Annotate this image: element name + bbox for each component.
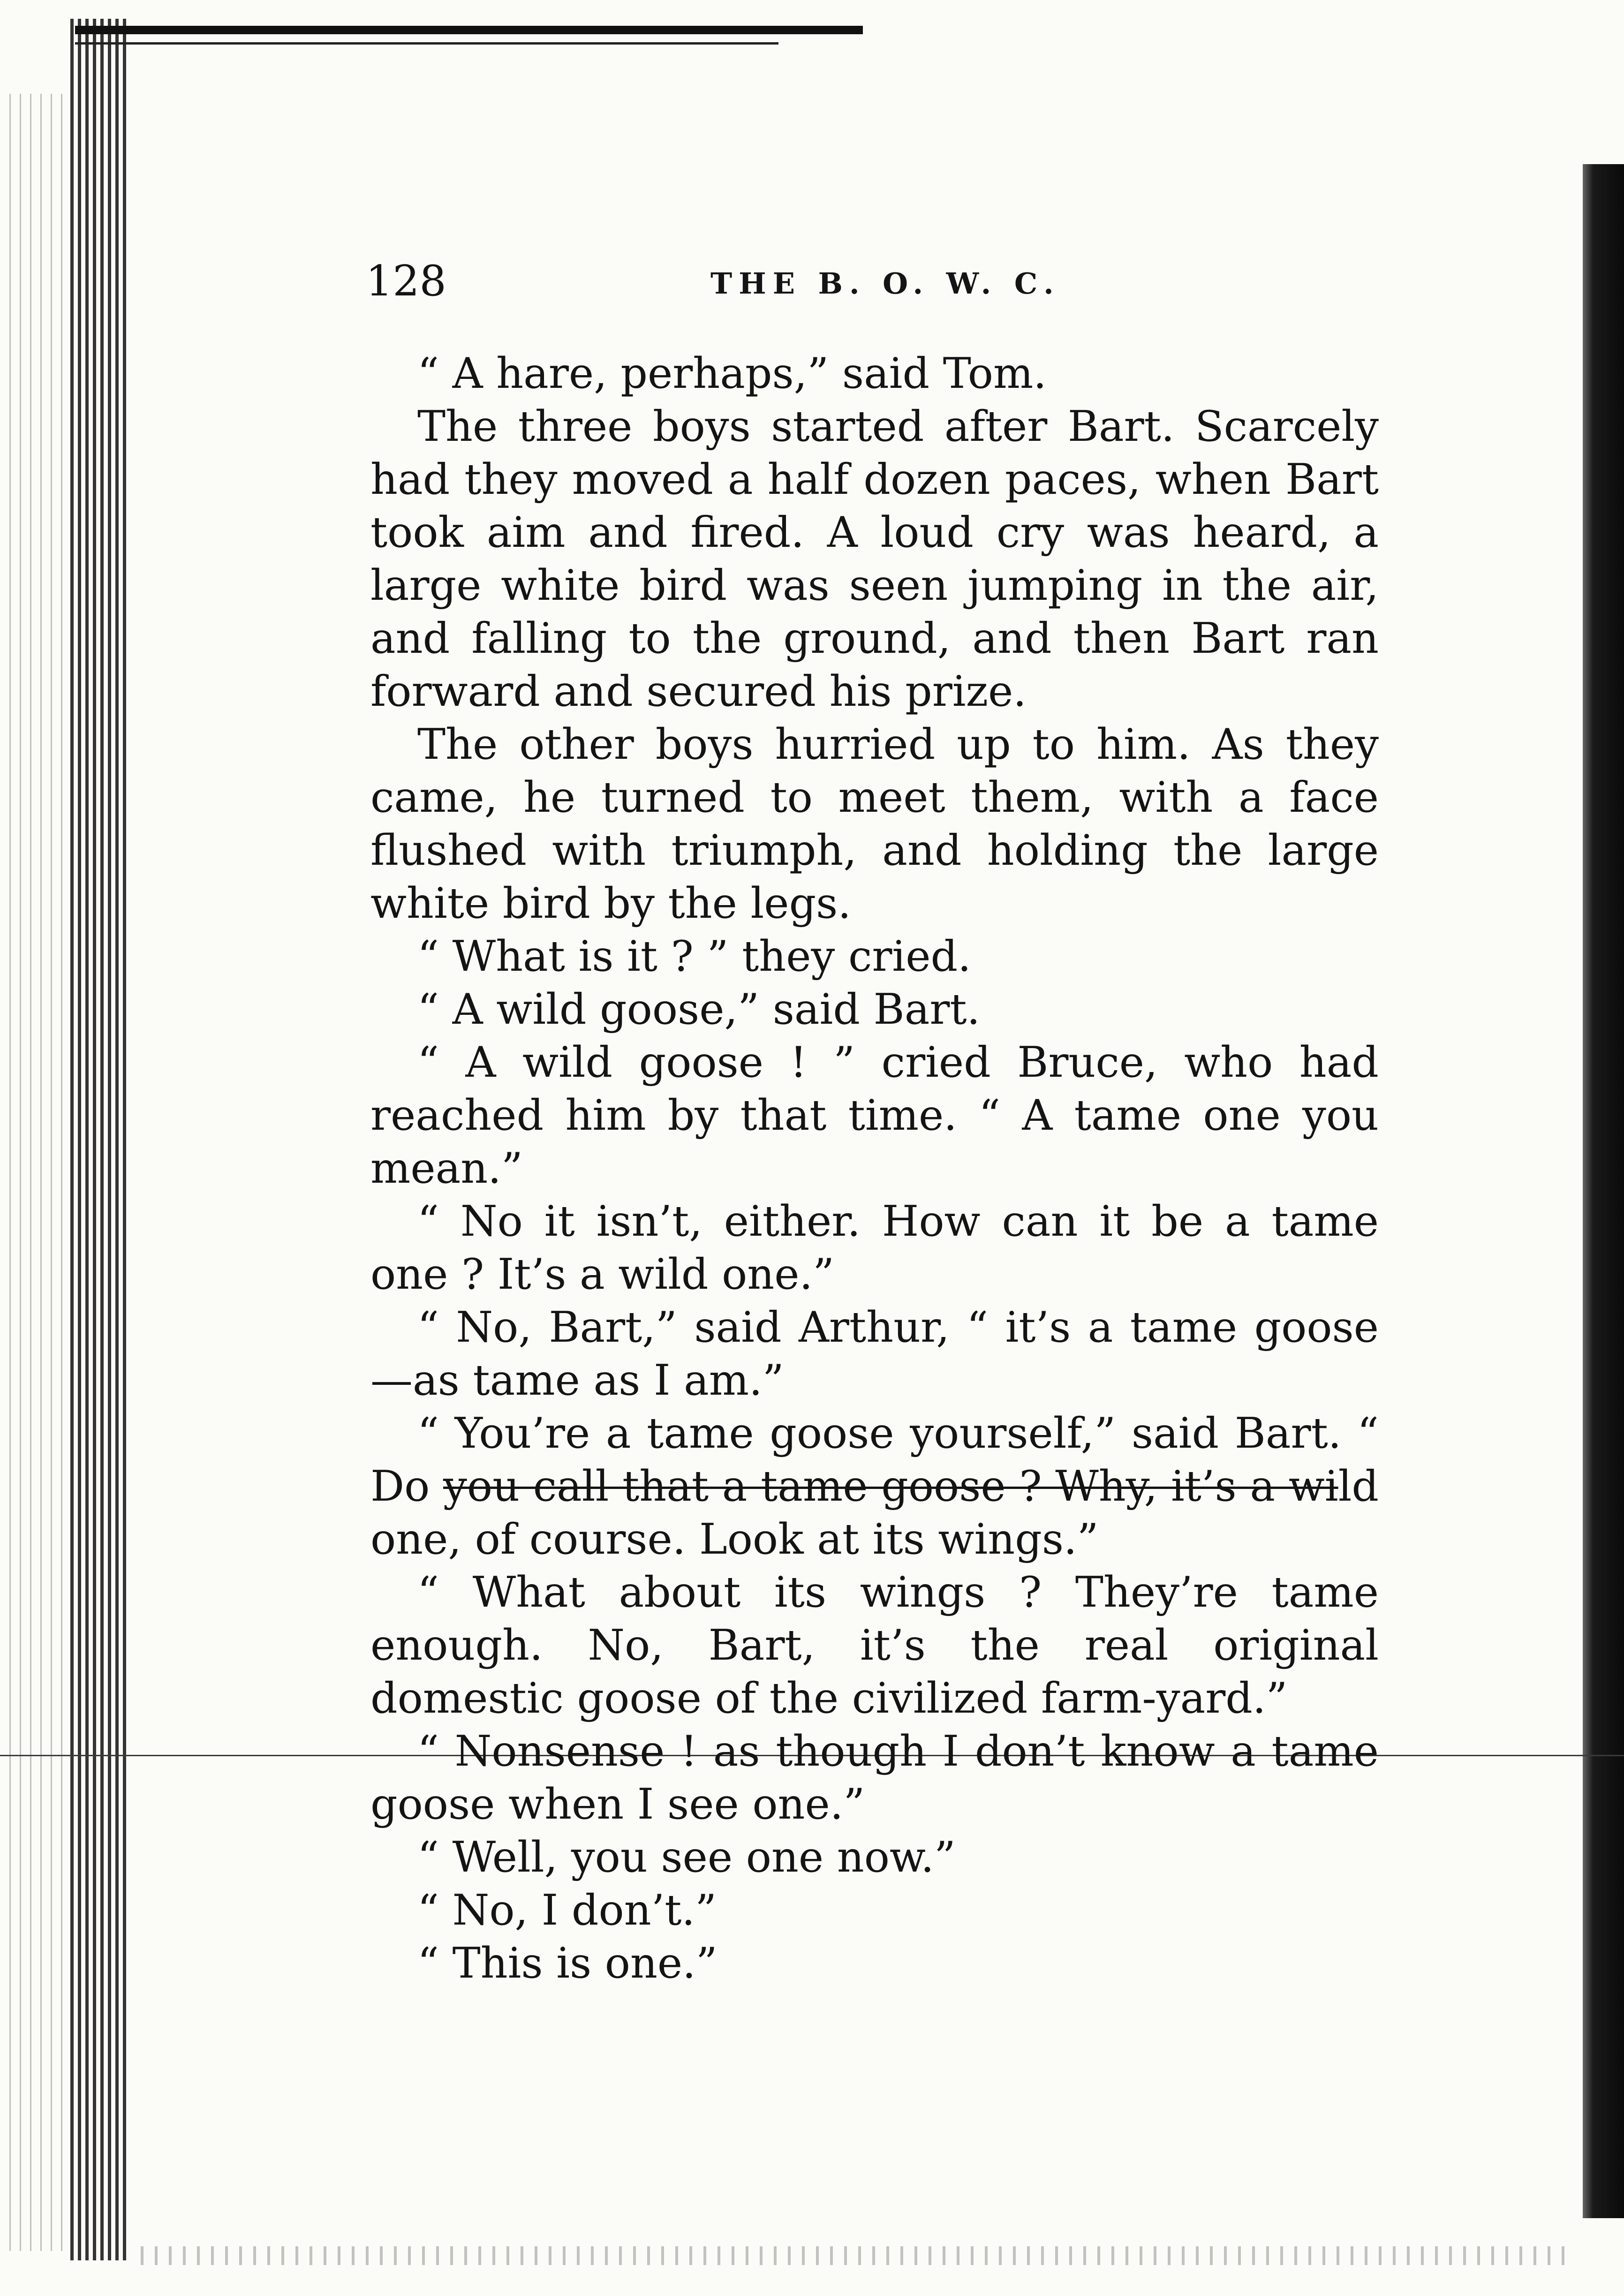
running-header [366, 253, 1388, 310]
paragraph: “ No it isn’t, either. How can it be a tame one ? It’s a wild one.” [370, 1197, 1379, 1299]
paragraph: “ What about its wings ? They’re tame enough. No, Bart, it’s the real original domestic goose of the civilized farm-yard.” [370, 1568, 1379, 1723]
paragraph: “ A wild goose,” said Bart. [417, 985, 981, 1034]
scan-top-rule-thin [75, 42, 778, 45]
paragraph-with-strikethrough [370, 1407, 1379, 1566]
body-text [370, 347, 1379, 1990]
paragraph: “ Nonsense ! as though I don’t know a tame goose when I see one.” [370, 1727, 1379, 1829]
scan-binding-noise [9, 94, 66, 2251]
paragraph: The three boys started after Bart. Scarcely had they moved a half dozen paces, when Bart took aim and fired. A loud cry was heard, a large white bird was seen jumping in the air, and falling to the ground, and then Bart ran forward and secured his prize. [370, 402, 1379, 716]
scan-top-rule [75, 26, 863, 34]
scan-right-edge-shadow [1583, 164, 1624, 2218]
page-number: 128 [366, 257, 446, 306]
paragraph: “ Well, you see one now.” [417, 1833, 956, 1882]
paragraph: “ A hare, perhaps,” said Tom. [417, 349, 1047, 398]
paragraph-part: ld one, of course. Look at its wings.” [370, 1462, 1379, 1564]
paragraph: “ This is one.” [417, 1939, 718, 1988]
paragraph: “ A wild goose ! ” cried Bruce, who had reached him by that time. “ A tame one you mean.” [370, 1038, 1379, 1193]
struck-through-text: you call that a tame goose ? Why, it’s a wi [443, 1462, 1338, 1511]
paragraph: The other boys hurried up to him. As they came, he turned to meet them, with a face flushed with triumph, and holding the large white bird by the legs. [370, 720, 1379, 928]
running-title: THE B. O. W. C. [710, 266, 1060, 301]
scan-binding-shadow [70, 19, 127, 2260]
paragraph-part: “ You’re a tame goose yourself,” said Bart. “ Do [370, 1409, 1379, 1511]
scan-bottom-noise [141, 2246, 1571, 2265]
paragraph: “ No, Bart,” said Arthur, “ it’s a tame goose—as tame as I am.” [370, 1303, 1379, 1405]
paragraph: “ What is it ? ” they cried. [417, 932, 971, 981]
paragraph: “ No, I don’t.” [417, 1886, 717, 1935]
